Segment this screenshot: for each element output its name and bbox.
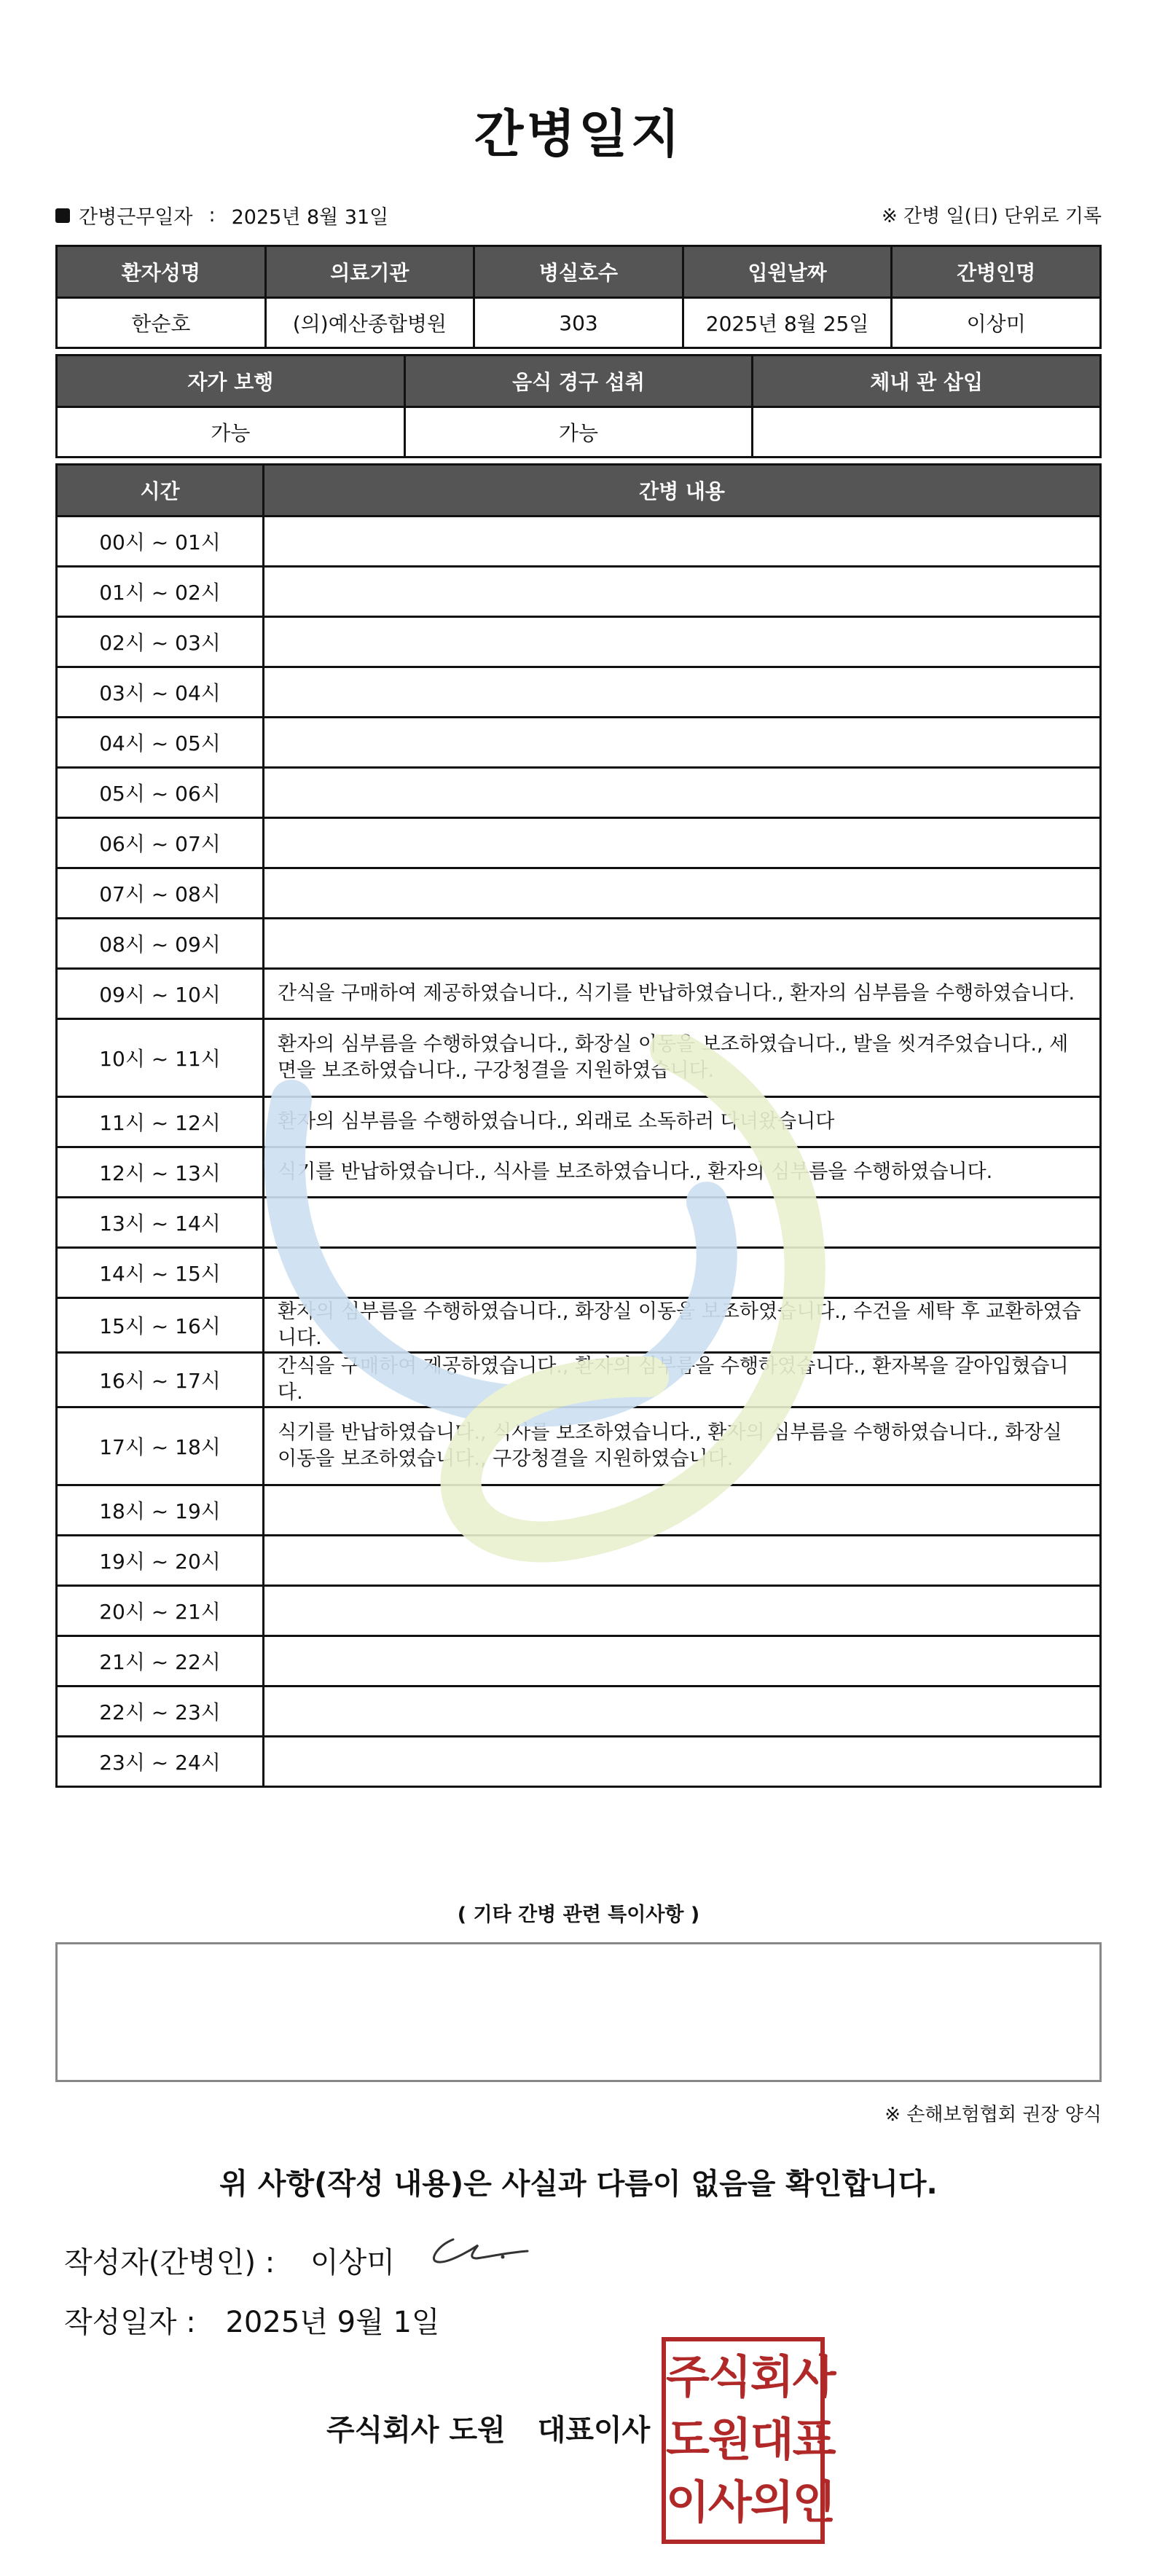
log-content-cell: 식기를 반납하였습니다., 식사를 보조하였습니다., 환자의 심부름을 수행하였습니다., 화장실 이동을 보조하였습니다., 구강청결을 지원하였습니다.	[264, 1407, 1101, 1485]
log-content-cell	[264, 718, 1101, 768]
log-content-cell	[264, 768, 1101, 818]
log-content-cell	[264, 1686, 1101, 1737]
log-time-cell: 10시 ~ 11시	[57, 1019, 264, 1097]
log-row	[57, 818, 1101, 868]
work-date-label: 간병근무일자	[79, 206, 193, 229]
signature-mark	[425, 2229, 535, 2273]
log-content-cell: 간식을 구매하여 제공하였습니다., 식기를 반납하였습니다., 환자의 심부름을 수행하였습니다.	[264, 969, 1101, 1019]
work-date-value: 2025년 8월 31일	[231, 206, 389, 229]
log-time-cell: 11시 ~ 12시	[57, 1097, 264, 1147]
log-time-cell: 14시 ~ 15시	[57, 1248, 264, 1298]
hospital-name: (의)예산종합병원	[265, 298, 474, 348]
log-content-cell	[264, 919, 1101, 969]
log-content-cell: 환자의 심부름을 수행하였습니다., 화장실 이동을 보조하였습니다., 수건을 세탁 후 교환하였습니다.	[264, 1298, 1101, 1353]
log-time-cell: 09시 ~ 10시	[57, 969, 264, 1019]
log-content-cell	[264, 1536, 1101, 1586]
log-time-cell: 20시 ~ 21시	[57, 1586, 264, 1636]
header-caregiver: 간병인명	[892, 246, 1101, 298]
log-content-cell: 환자의 심부름을 수행하였습니다., 외래로 소독하러 다녀왔습니다	[264, 1097, 1101, 1147]
header-room: 병실호수	[474, 246, 683, 298]
write-date-label: 작성일자 :	[64, 2306, 196, 2339]
log-row	[57, 1636, 1101, 1686]
log-content-cell: 환자의 심부름을 수행하였습니다., 화장실 이동을 보조하였습니다., 발을 씻겨주었습니다., 세면을 보조하였습니다., 구강청결을 지원하였습니다.	[264, 1019, 1101, 1097]
page-title: 간병일지	[474, 104, 683, 164]
header-tube-insertion: 체내 관 삽입	[753, 356, 1101, 407]
write-date-value: 2025년 9월 1일	[225, 2306, 440, 2339]
ability-table	[55, 354, 1102, 458]
log-row	[57, 1485, 1101, 1536]
room-number: 303	[474, 298, 683, 348]
confirmation-statement: 위 사항(작성 내용)은 사실과 다름이 없음을 확인합니다.	[219, 2167, 938, 2201]
log-header-row	[57, 465, 1101, 517]
log-time-cell: 07시 ~ 08시	[57, 868, 264, 919]
log-time-cell: 13시 ~ 14시	[57, 1198, 264, 1248]
log-content-cell	[264, 1586, 1101, 1636]
log-time-cell: 00시 ~ 01시	[57, 517, 264, 567]
log-row	[57, 667, 1101, 718]
log-time-cell: 01시 ~ 02시	[57, 567, 264, 617]
log-content-cell	[264, 868, 1101, 919]
log-time-cell: 16시 ~ 17시	[57, 1353, 264, 1407]
log-time-cell: 19시 ~ 20시	[57, 1536, 264, 1586]
log-row	[57, 567, 1101, 617]
square-bullet-icon	[55, 208, 70, 223]
write-date-line	[64, 2299, 440, 2341]
header-self-walking: 자가 보행	[57, 356, 405, 407]
patient-value-row	[57, 298, 1101, 348]
log-row	[57, 969, 1101, 1019]
patient-header-row	[57, 246, 1101, 298]
log-row	[57, 617, 1101, 667]
company-line	[326, 2407, 650, 2449]
log-time-cell: 15시 ~ 16시	[57, 1298, 264, 1353]
patient-name: 한순호	[57, 298, 266, 348]
recommend-note: ※ 손해보험협회 권장 양식	[885, 2104, 1102, 2126]
log-time-cell: 08시 ~ 09시	[57, 919, 264, 969]
log-content-cell	[264, 818, 1101, 868]
ability-header-row	[57, 356, 1101, 407]
log-content-cell	[264, 617, 1101, 667]
log-content-cell: 간식을 구매하여 제공하였습니다., 환자의 심부름을 수행하였습니다., 환자복을 갈아입혔습니다.	[264, 1353, 1101, 1407]
company-name: 주식회사 도원	[326, 2414, 506, 2447]
company-title: 대표이사	[537, 2414, 651, 2447]
log-time-cell: 18시 ~ 19시	[57, 1485, 264, 1536]
special-notes-box	[55, 1942, 1102, 2082]
log-content-cell	[264, 1737, 1101, 1787]
log-content-cell	[264, 517, 1101, 567]
log-row	[57, 1586, 1101, 1636]
work-date-group	[55, 201, 388, 229]
log-time-cell: 05시 ~ 06시	[57, 768, 264, 818]
log-row	[57, 919, 1101, 969]
log-row	[57, 1198, 1101, 1248]
colon: :	[208, 204, 216, 227]
log-content-cell	[264, 1248, 1101, 1298]
log-content-cell: 식기를 반납하였습니다., 식사를 보조하였습니다., 환자의 심부름을 수행하였습니다.	[264, 1147, 1101, 1198]
log-row	[57, 1686, 1101, 1737]
record-note: ※ 간병 일(日) 단위로 기록	[881, 205, 1102, 227]
oral-intake-value: 가능	[404, 407, 753, 458]
log-row	[57, 1019, 1101, 1097]
self-walking-value: 가능	[57, 407, 405, 458]
log-row	[57, 1298, 1101, 1353]
header-time: 시간	[57, 465, 264, 517]
log-row	[57, 1147, 1101, 1198]
log-content-cell	[264, 667, 1101, 718]
header-oral-intake: 음식 경구 섭취	[404, 356, 753, 407]
log-time-cell: 22시 ~ 23시	[57, 1686, 264, 1737]
log-row	[57, 1353, 1101, 1407]
log-time-cell: 04시 ~ 05시	[57, 718, 264, 768]
log-row	[57, 1737, 1101, 1787]
caregiver-name: 이상미	[892, 298, 1101, 348]
log-row	[57, 718, 1101, 768]
writer-line	[64, 2239, 395, 2281]
care-log-table	[55, 463, 1102, 1788]
admission-date: 2025년 8월 25일	[683, 298, 892, 348]
special-notes-title: ( 기타 간병 관련 특이사항 )	[457, 1904, 700, 1926]
log-row	[57, 1248, 1101, 1298]
log-time-cell: 17시 ~ 18시	[57, 1407, 264, 1485]
writer-label: 작성자(간병인) :	[64, 2246, 275, 2279]
log-row	[57, 768, 1101, 818]
log-time-cell: 21시 ~ 22시	[57, 1636, 264, 1686]
log-row	[57, 1536, 1101, 1586]
seal-line-1: 주식회사	[666, 2350, 835, 2403]
log-time-cell: 12시 ~ 13시	[57, 1147, 264, 1198]
log-time-cell: 03시 ~ 04시	[57, 667, 264, 718]
company-seal-stamp	[662, 2337, 835, 2544]
header-hospital: 의료기관	[265, 246, 474, 298]
log-time-cell: 23시 ~ 24시	[57, 1737, 264, 1787]
seal-line-2: 도원대표	[666, 2413, 835, 2466]
log-row	[57, 868, 1101, 919]
log-row	[57, 517, 1101, 567]
log-content-cell	[264, 1198, 1101, 1248]
log-time-cell: 02시 ~ 03시	[57, 617, 264, 667]
ability-value-row	[57, 407, 1101, 458]
writer-name: 이상미	[310, 2246, 395, 2279]
tube-insertion-value	[753, 407, 1101, 458]
log-body	[57, 517, 1101, 1787]
meta-row	[55, 201, 1102, 230]
seal-line-3: 이사의인	[666, 2475, 835, 2529]
header-care-content: 간병 내용	[264, 465, 1101, 517]
header-patient-name: 환자성명	[57, 246, 266, 298]
log-row	[57, 1407, 1101, 1485]
header-admission-date: 입원날짜	[683, 246, 892, 298]
patient-info-table	[55, 245, 1102, 349]
log-content-cell	[264, 567, 1101, 617]
log-time-cell: 06시 ~ 07시	[57, 818, 264, 868]
log-content-cell	[264, 1636, 1101, 1686]
log-row	[57, 1097, 1101, 1147]
log-content-cell	[264, 1485, 1101, 1536]
